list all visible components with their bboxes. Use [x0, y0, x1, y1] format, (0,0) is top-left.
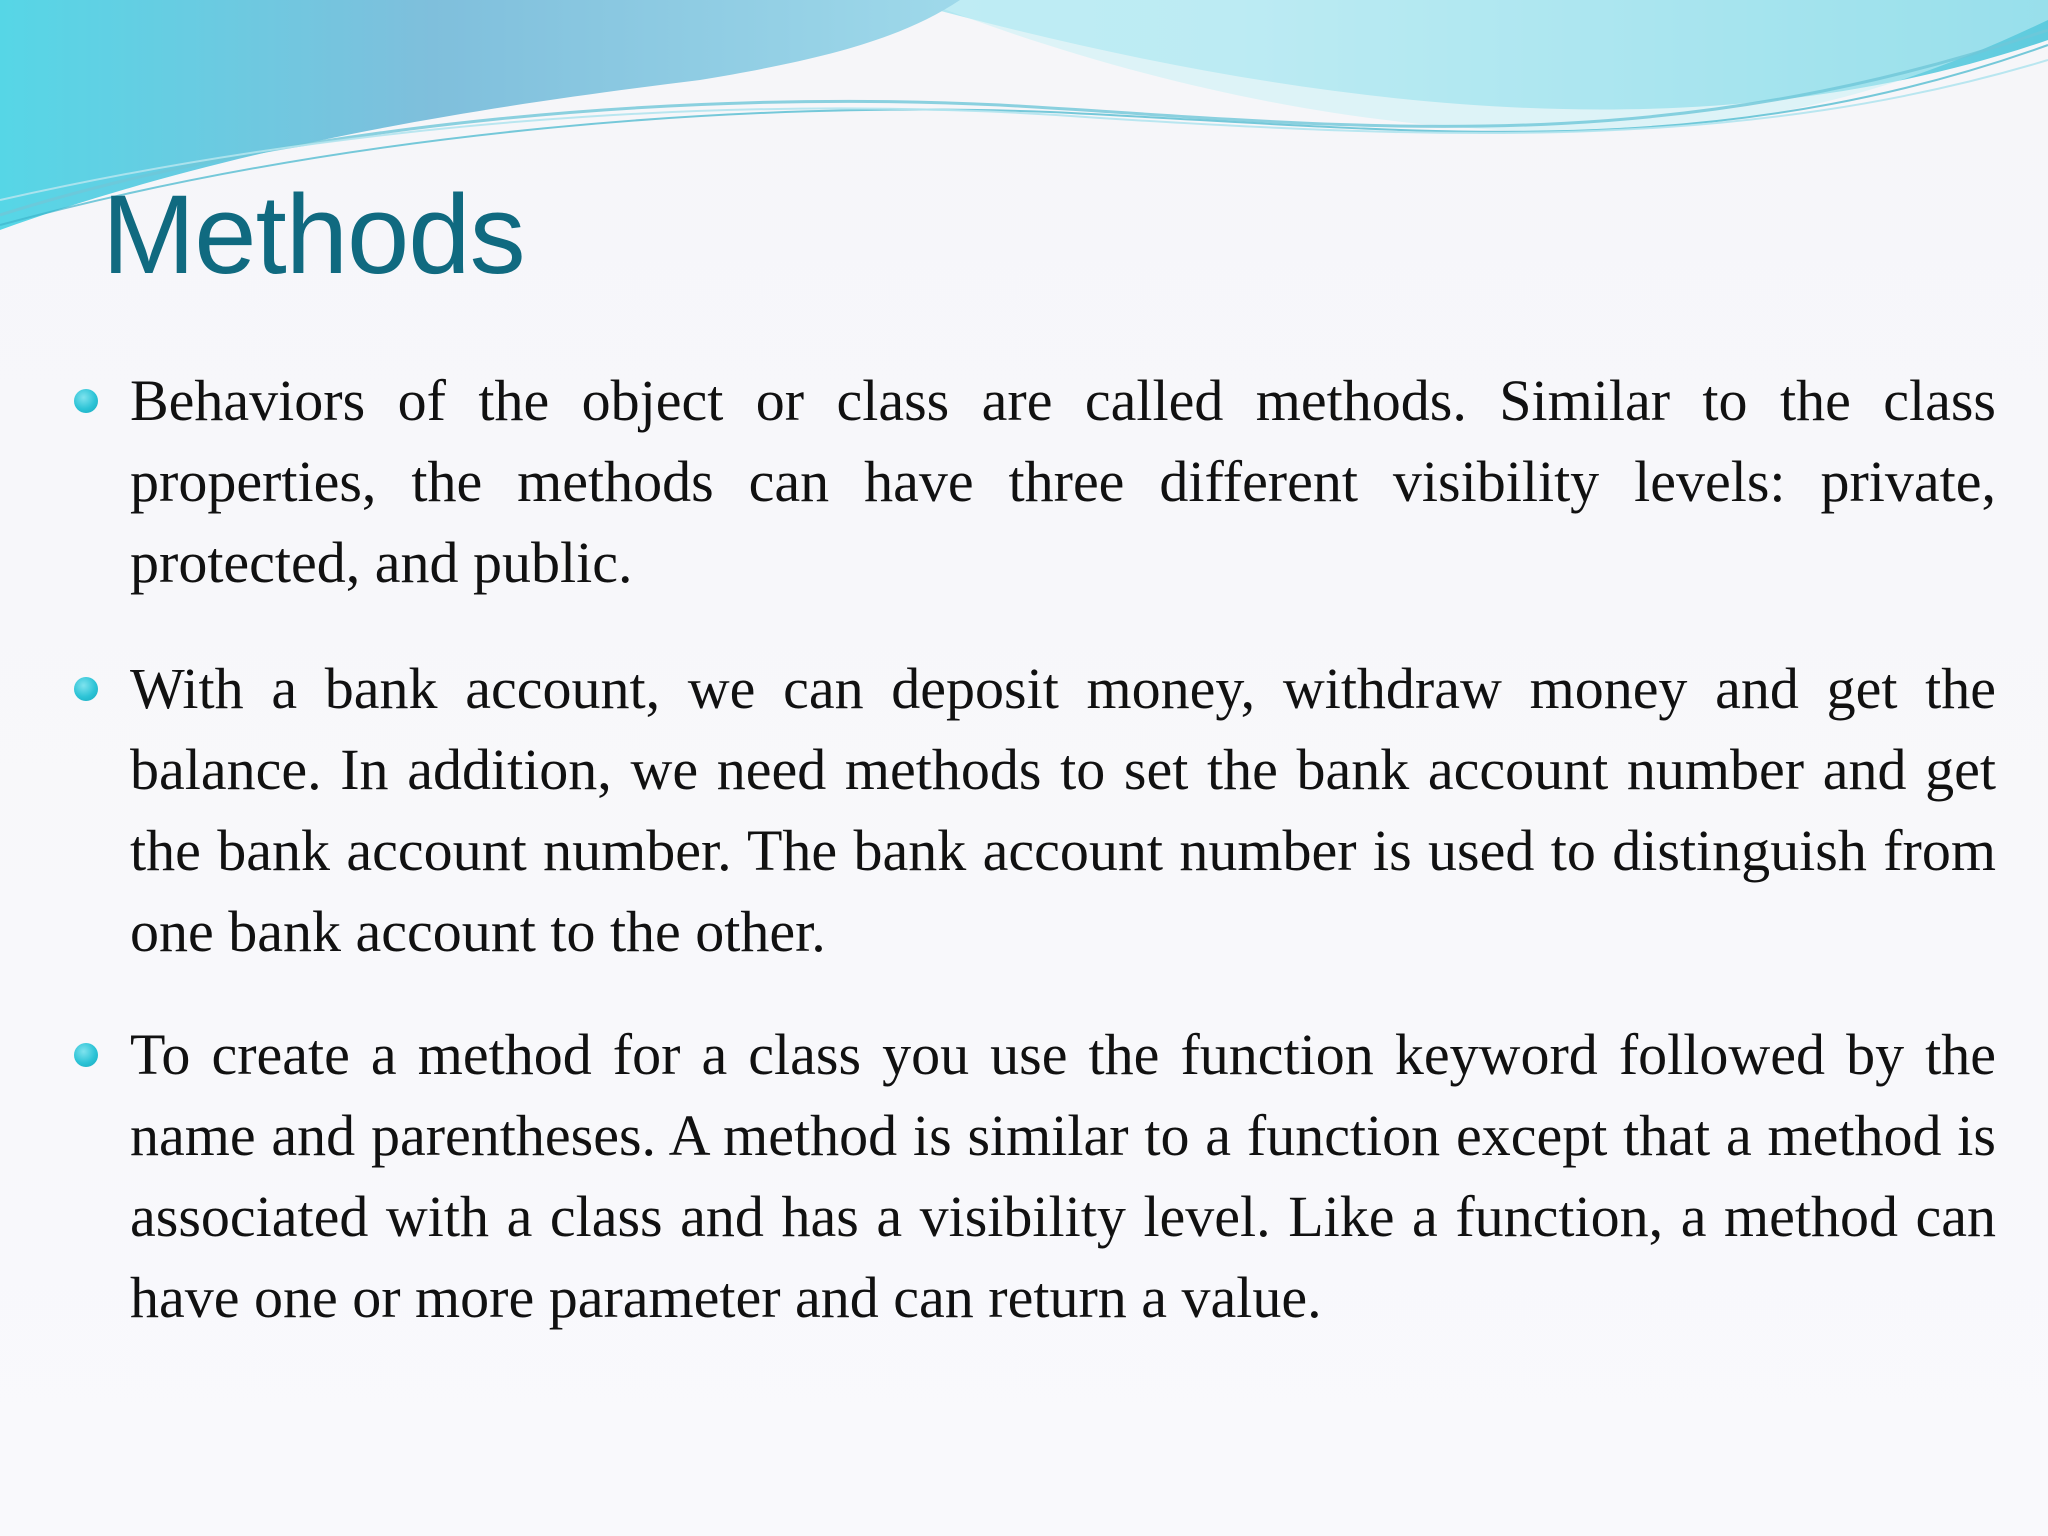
bullet-item-methods-definition: [130, 360, 1996, 603]
bullet-text: With a bank account, we can deposit money, withdraw money and get the balance. In addition, we need methods to set the bank account number and get the bank account number. The bank account number is used to distinguish from one bank account to the other.: [130, 656, 1996, 964]
bullet-dot-icon: [74, 1043, 98, 1067]
bullet-dot-icon: [74, 389, 98, 413]
bullet-item-bank-account-example: [130, 648, 1996, 972]
bullet-text: To create a method for a class you use the function keyword followed by the name and parentheses. A method is similar to a function except that a method is associated with a class and has a visibility level. Like a function, a method can have one or more parameter and can return a value.: [130, 1022, 1996, 1330]
slide-title: Methods: [102, 172, 525, 297]
bullet-dot-icon: [74, 677, 98, 701]
bullet-item-create-method: [130, 1014, 1996, 1338]
bullet-text: Behaviors of the object or class are called methods. Similar to the class properties, the methods can have three different visibility levels: private, protected, and public.: [130, 368, 1996, 595]
